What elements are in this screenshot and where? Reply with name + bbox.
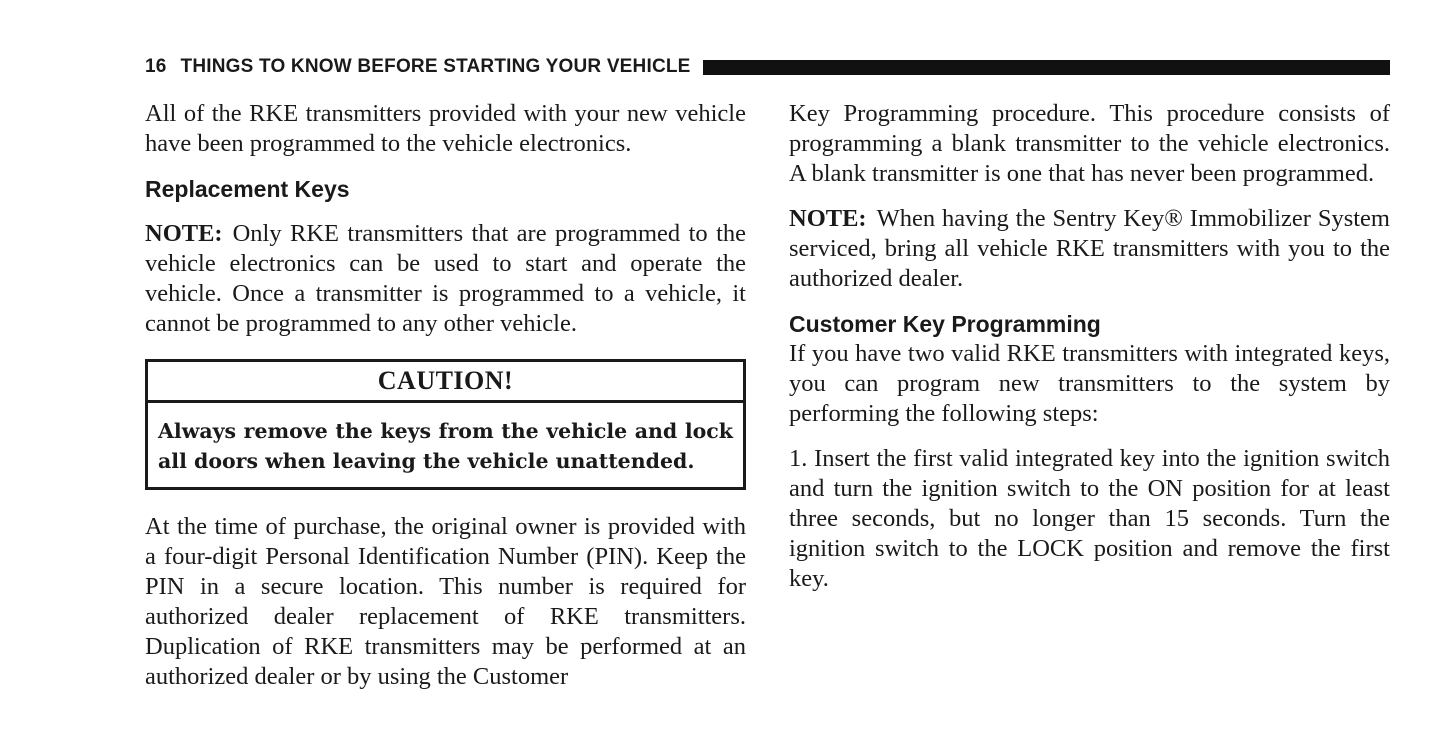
right-column: [789, 99, 1390, 609]
section-title: THINGS TO KNOW BEFORE STARTING YOUR VEHICLE: [180, 56, 691, 77]
continuation-paragraph: Key Programming procedure. This procedure consists of programming a blank transmitter to the vehicle electronics. A blank transmitter is one that has never been programmed.: [789, 100, 1390, 187]
replacement-keys-heading: Replacement Keys: [145, 176, 350, 202]
note-text: Only RKE transmitters that are programmed to the vehicle electronics can be used to start and operate the vehicle. Once a transmitter is programmed to a vehicle, it cannot be programmed to any other vehicle.: [145, 220, 746, 337]
page-header: [145, 55, 1390, 79]
left-column: [145, 99, 746, 692]
caution-title: CAUTION!: [148, 362, 743, 403]
note-replacement-keys: [145, 219, 746, 339]
customer-key-intro: If you have two valid RKE transmitters with integrated keys, you can program new transmitters to the system by performing the following steps:: [789, 340, 1390, 427]
pin-paragraph: At the time of purchase, the original owner is provided with a four-digit Personal Identification Number (PIN). Keep the PIN in a secure location. This number is required for authorized dealer replacement of RKE transmitters. Duplication of RKE transmitters may be performed at an authorized dealer or by using the Customer: [145, 513, 746, 690]
customer-key-programming-heading: Customer Key Programming: [789, 311, 1101, 337]
step-1: 1. Insert the first valid integrated key into the ignition switch and turn the ignition switch to the ON position for at least three seconds, but no longer than 15 seconds. Turn the ignition switch to the LOCK position and remove the first key.: [789, 445, 1390, 592]
intro-paragraph: All of the RKE transmitters provided with your new vehicle have been programmed to the vehicle electronics.: [145, 100, 746, 157]
note-label: NOTE:: [145, 220, 223, 247]
header-rule: [703, 60, 1390, 75]
note-label: NOTE:: [789, 205, 867, 232]
caution-box: [145, 359, 746, 490]
note-text: When having the Sentry Key® Immobilizer System serviced, bring all vehicle RKE transmitters with you to the authorized dealer.: [789, 205, 1390, 292]
caution-text: Always remove the keys from the vehicle and lock all doors when leaving the vehicle unattended.: [158, 419, 733, 473]
page-number: 16: [145, 56, 167, 77]
note-sentry-key: [789, 204, 1390, 294]
